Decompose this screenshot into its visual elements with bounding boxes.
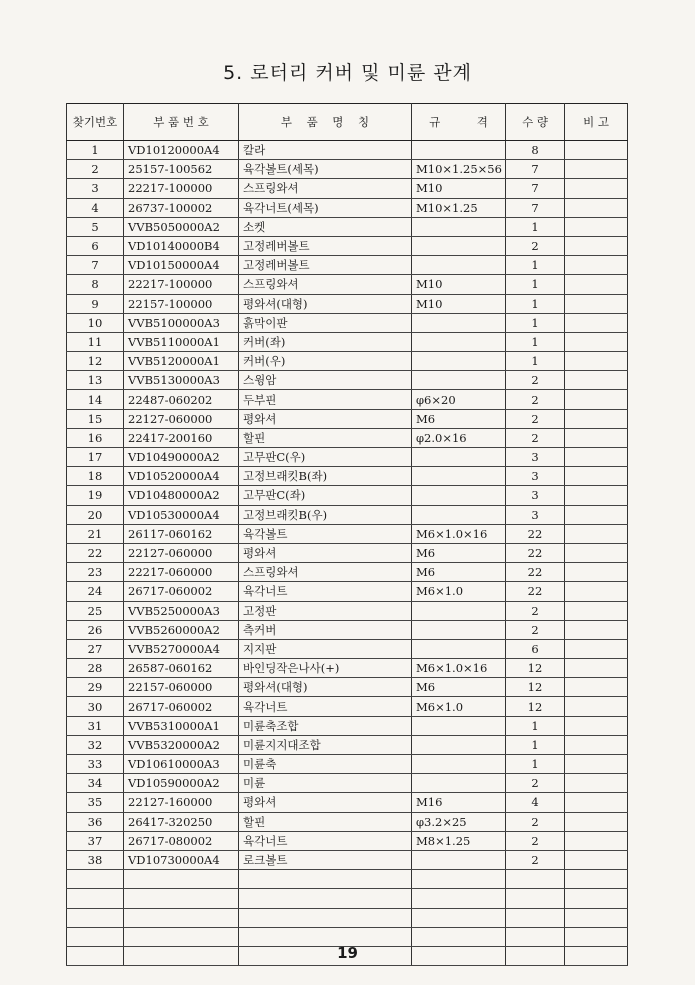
cell-spec: M6 [412,543,506,562]
cell-no: 22 [67,543,124,562]
cell-remarks [565,390,628,409]
cell-qty: 4 [506,793,565,812]
cell-part-name: 평와셔 [239,543,412,562]
table-row [67,812,628,831]
cell-qty: 2 [506,371,565,390]
cell-part-name: 칼라 [239,141,412,160]
cell-part-name: 육각너트 [239,697,412,716]
cell-remarks [565,639,628,658]
table-row [67,620,628,639]
cell-qty: 2 [506,620,565,639]
cell-no: 15 [67,409,124,428]
cell-part-name: 커버(우) [239,352,412,371]
empty-cell [412,870,506,889]
cell-remarks [565,697,628,716]
cell-qty: 7 [506,198,565,217]
empty-cell [565,908,628,927]
table-row [67,390,628,409]
cell-part-number: VVB5130000A3 [124,371,239,390]
cell-no: 24 [67,582,124,601]
cell-spec [412,505,506,524]
cell-spec: M10 [412,179,506,198]
parts-table [66,103,628,966]
table-row [67,524,628,543]
cell-qty: 22 [506,582,565,601]
cell-part-name: 측커버 [239,620,412,639]
cell-no: 21 [67,524,124,543]
cell-part-number: VD10730000A4 [124,850,239,869]
cell-no: 29 [67,678,124,697]
cell-qty: 2 [506,812,565,831]
empty-cell [124,889,239,908]
page-number: 19 [337,944,358,962]
cell-part-name: 두부핀 [239,390,412,409]
cell-part-number: VD10590000A2 [124,774,239,793]
cell-qty: 7 [506,160,565,179]
cell-qty: 3 [506,448,565,467]
cell-no: 18 [67,467,124,486]
empty-cell [239,908,412,927]
cell-remarks [565,543,628,562]
header-part-number: 부 품 번 호 [124,104,239,141]
cell-qty: 1 [506,352,565,371]
cell-spec: M6×1.0×16 [412,524,506,543]
cell-part-number: 22127-060000 [124,409,239,428]
cell-part-name: 로크볼트 [239,850,412,869]
cell-remarks [565,486,628,505]
cell-part-name: 육각너트(세목) [239,198,412,217]
table-row [67,256,628,275]
cell-part-number: 26587-060162 [124,659,239,678]
cell-qty: 3 [506,486,565,505]
cell-no: 30 [67,697,124,716]
cell-qty: 1 [506,217,565,236]
header-no: 찾기번호 [67,104,124,141]
table-row [67,409,628,428]
table-row [67,639,628,658]
cell-qty: 8 [506,141,565,160]
cell-no: 16 [67,428,124,447]
cell-part-name: 고정브래킷B(좌) [239,467,412,486]
cell-spec: M10×1.25×56 [412,160,506,179]
cell-spec: M10×1.25 [412,198,506,217]
cell-remarks [565,812,628,831]
cell-spec [412,486,506,505]
cell-no: 26 [67,620,124,639]
table-row [67,467,628,486]
table-row [67,160,628,179]
table-row [67,793,628,812]
cell-qty: 3 [506,505,565,524]
cell-spec [412,620,506,639]
cell-part-name: 할핀 [239,812,412,831]
cell-remarks [565,601,628,620]
cell-part-name: 미륜지지대조합 [239,735,412,754]
empty-cell [239,889,412,908]
empty-cell [506,870,565,889]
cell-part-number: VD10120000A4 [124,141,239,160]
table-row [67,505,628,524]
cell-spec: M10 [412,275,506,294]
cell-qty: 1 [506,294,565,313]
empty-cell [412,908,506,927]
cell-part-number: VD10140000B4 [124,236,239,255]
cell-part-number: 22217-100000 [124,179,239,198]
cell-remarks [565,678,628,697]
cell-qty: 2 [506,850,565,869]
cell-qty: 1 [506,716,565,735]
table-row [67,198,628,217]
cell-part-name: 미륜축 [239,755,412,774]
cell-part-number: VVB5270000A4 [124,639,239,658]
cell-remarks [565,659,628,678]
cell-no: 6 [67,236,124,255]
cell-part-number: 22417-200160 [124,428,239,447]
cell-no: 37 [67,831,124,850]
cell-qty: 22 [506,563,565,582]
cell-remarks [565,793,628,812]
cell-part-name: 고무판C(우) [239,448,412,467]
cell-remarks [565,428,628,447]
cell-no: 17 [67,448,124,467]
cell-spec [412,639,506,658]
table-row [67,831,628,850]
table-row [67,774,628,793]
cell-spec [412,601,506,620]
cell-part-name: 커버(좌) [239,332,412,351]
cell-spec [412,716,506,735]
cell-part-name: 지지판 [239,639,412,658]
cell-no: 4 [67,198,124,217]
cell-remarks [565,620,628,639]
cell-part-name: 스윙암 [239,371,412,390]
cell-no: 28 [67,659,124,678]
cell-part-name: 고정브래킷B(우) [239,505,412,524]
empty-cell [124,908,239,927]
cell-part-number: VD10480000A2 [124,486,239,505]
table-row [67,486,628,505]
cell-remarks [565,313,628,332]
cell-spec [412,371,506,390]
cell-part-number: 22217-100000 [124,275,239,294]
cell-remarks [565,141,628,160]
cell-part-name: 육각볼트 [239,524,412,543]
table-row [67,659,628,678]
cell-remarks [565,448,628,467]
cell-remarks [565,850,628,869]
cell-no: 2 [67,160,124,179]
cell-part-number: 22217-060000 [124,563,239,582]
cell-remarks [565,332,628,351]
empty-row [67,870,628,889]
header-spec: 규 격 [412,104,506,141]
cell-part-number: 22487-060202 [124,390,239,409]
cell-no: 25 [67,601,124,620]
cell-part-number: VVB5050000A2 [124,217,239,236]
cell-spec [412,217,506,236]
cell-no: 38 [67,850,124,869]
table-row [67,755,628,774]
cell-spec [412,256,506,275]
cell-part-number: VD10150000A4 [124,256,239,275]
cell-part-number: VVB5250000A3 [124,601,239,620]
empty-cell [565,889,628,908]
cell-qty: 2 [506,390,565,409]
table-row [67,563,628,582]
cell-no: 9 [67,294,124,313]
cell-spec: φ6×20 [412,390,506,409]
cell-qty: 3 [506,467,565,486]
cell-spec: φ2.0×16 [412,428,506,447]
cell-qty: 7 [506,179,565,198]
cell-remarks [565,275,628,294]
cell-part-number: 25157-100562 [124,160,239,179]
cell-spec: M8×1.25 [412,831,506,850]
cell-spec [412,236,506,255]
cell-part-number: 26117-060162 [124,524,239,543]
cell-spec: M6 [412,563,506,582]
cell-spec: M6 [412,678,506,697]
empty-cell [506,889,565,908]
cell-part-number: 22157-100000 [124,294,239,313]
cell-no: 23 [67,563,124,582]
cell-remarks [565,198,628,217]
cell-qty: 22 [506,524,565,543]
table-row [67,179,628,198]
cell-qty: 1 [506,275,565,294]
table-row [67,735,628,754]
table-row [67,294,628,313]
cell-part-name: 육각너트 [239,831,412,850]
empty-row [67,908,628,927]
cell-part-number: VVB5310000A1 [124,716,239,735]
header-row [67,104,628,141]
cell-part-name: 흙막이판 [239,313,412,332]
cell-no: 31 [67,716,124,735]
cell-part-number: VVB5260000A2 [124,620,239,639]
cell-qty: 1 [506,256,565,275]
cell-spec [412,313,506,332]
cell-spec: M6 [412,409,506,428]
table-row [67,332,628,351]
cell-spec [412,332,506,351]
cell-part-name: 소켓 [239,217,412,236]
cell-qty: 12 [506,697,565,716]
cell-part-name: 할핀 [239,428,412,447]
cell-no: 13 [67,371,124,390]
cell-remarks [565,179,628,198]
cell-part-name: 평와셔(대형) [239,294,412,313]
cell-part-number: 26717-060002 [124,582,239,601]
cell-no: 19 [67,486,124,505]
cell-qty: 2 [506,428,565,447]
cell-spec: M6×1.0 [412,697,506,716]
cell-part-number: VVB5100000A3 [124,313,239,332]
cell-no: 27 [67,639,124,658]
cell-part-number: 26717-060002 [124,697,239,716]
cell-part-number: VD10530000A4 [124,505,239,524]
cell-part-name: 스프링와셔 [239,179,412,198]
table-row [67,716,628,735]
cell-no: 5 [67,217,124,236]
cell-remarks [565,371,628,390]
header-part-name: 부 품 명 칭 [239,104,412,141]
cell-part-number: VD10490000A2 [124,448,239,467]
cell-spec [412,735,506,754]
cell-remarks [565,236,628,255]
cell-qty: 2 [506,774,565,793]
table-row [67,236,628,255]
cell-qty: 2 [506,601,565,620]
cell-part-number: VVB5120000A1 [124,352,239,371]
cell-part-name: 스프링와셔 [239,275,412,294]
cell-no: 33 [67,755,124,774]
cell-part-name: 육각너트 [239,582,412,601]
cell-no: 34 [67,774,124,793]
cell-part-number: 26737-100002 [124,198,239,217]
header-qty: 수 량 [506,104,565,141]
cell-part-number: 22157-060000 [124,678,239,697]
cell-no: 20 [67,505,124,524]
cell-part-number: VD10520000A4 [124,467,239,486]
cell-spec [412,850,506,869]
empty-cell [565,870,628,889]
cell-part-number: 22127-060000 [124,543,239,562]
cell-spec: M10 [412,294,506,313]
table-row [67,697,628,716]
cell-qty: 1 [506,735,565,754]
cell-no: 8 [67,275,124,294]
header-remarks: 비 고 [565,104,628,141]
cell-no: 11 [67,332,124,351]
cell-qty: 22 [506,543,565,562]
cell-part-name: 스프링와셔 [239,563,412,582]
cell-no: 3 [67,179,124,198]
cell-no: 7 [67,256,124,275]
table-row [67,352,628,371]
cell-remarks [565,505,628,524]
cell-spec [412,448,506,467]
cell-qty: 2 [506,409,565,428]
cell-remarks [565,563,628,582]
empty-cell [239,870,412,889]
cell-part-name: 바인딩작은나사(+) [239,659,412,678]
cell-remarks [565,582,628,601]
cell-part-number: 22127-160000 [124,793,239,812]
table-row [67,582,628,601]
cell-remarks [565,217,628,236]
cell-spec: φ3.2×25 [412,812,506,831]
cell-remarks [565,256,628,275]
cell-spec [412,755,506,774]
cell-spec: M6×1.0 [412,582,506,601]
empty-cell [67,908,124,927]
empty-cell [67,889,124,908]
table-row [67,275,628,294]
cell-part-name: 고정판 [239,601,412,620]
cell-remarks [565,735,628,754]
cell-spec [412,141,506,160]
empty-cell [506,908,565,927]
cell-qty: 12 [506,659,565,678]
cell-remarks [565,294,628,313]
cell-remarks [565,524,628,543]
cell-remarks [565,716,628,735]
cell-part-number: VVB5320000A2 [124,735,239,754]
cell-no: 36 [67,812,124,831]
cell-remarks [565,409,628,428]
cell-no: 1 [67,141,124,160]
empty-row [67,889,628,908]
table-row [67,313,628,332]
cell-part-number: VD10610000A3 [124,755,239,774]
cell-no: 12 [67,352,124,371]
table-row [67,448,628,467]
cell-remarks [565,160,628,179]
cell-no: 32 [67,735,124,754]
cell-part-name: 미륜 [239,774,412,793]
cell-remarks [565,755,628,774]
cell-part-name: 미륜축조합 [239,716,412,735]
cell-qty: 1 [506,332,565,351]
cell-qty: 2 [506,831,565,850]
cell-part-name: 고정레버볼트 [239,256,412,275]
table-row [67,141,628,160]
cell-spec [412,774,506,793]
cell-spec: M6×1.0×16 [412,659,506,678]
page-title: 5. 로터리 커버 및 미륜 관계 [223,62,472,84]
table-row [67,371,628,390]
cell-part-name: 평와셔 [239,793,412,812]
cell-part-number: VVB5110000A1 [124,332,239,351]
empty-cell [67,870,124,889]
table-row [67,428,628,447]
table-row [67,543,628,562]
cell-remarks [565,831,628,850]
cell-remarks [565,774,628,793]
cell-remarks [565,467,628,486]
cell-qty: 1 [506,755,565,774]
parts-table-body [67,141,628,966]
cell-no: 14 [67,390,124,409]
cell-part-name: 평와셔(대형) [239,678,412,697]
cell-part-name: 평와셔 [239,409,412,428]
cell-part-name: 고무판C(좌) [239,486,412,505]
cell-qty: 2 [506,236,565,255]
empty-cell [412,889,506,908]
cell-remarks [565,352,628,371]
table-row [67,601,628,620]
table-row [67,217,628,236]
cell-part-number: 26717-080002 [124,831,239,850]
table-row [67,850,628,869]
cell-no: 35 [67,793,124,812]
cell-part-name: 육각볼트(세목) [239,160,412,179]
cell-spec: M16 [412,793,506,812]
table-row [67,678,628,697]
cell-qty: 1 [506,313,565,332]
cell-part-name: 고정레버볼트 [239,236,412,255]
empty-cell [124,870,239,889]
cell-qty: 6 [506,639,565,658]
cell-qty: 12 [506,678,565,697]
cell-part-number: 26417-320250 [124,812,239,831]
cell-spec [412,352,506,371]
cell-no: 10 [67,313,124,332]
cell-spec [412,467,506,486]
